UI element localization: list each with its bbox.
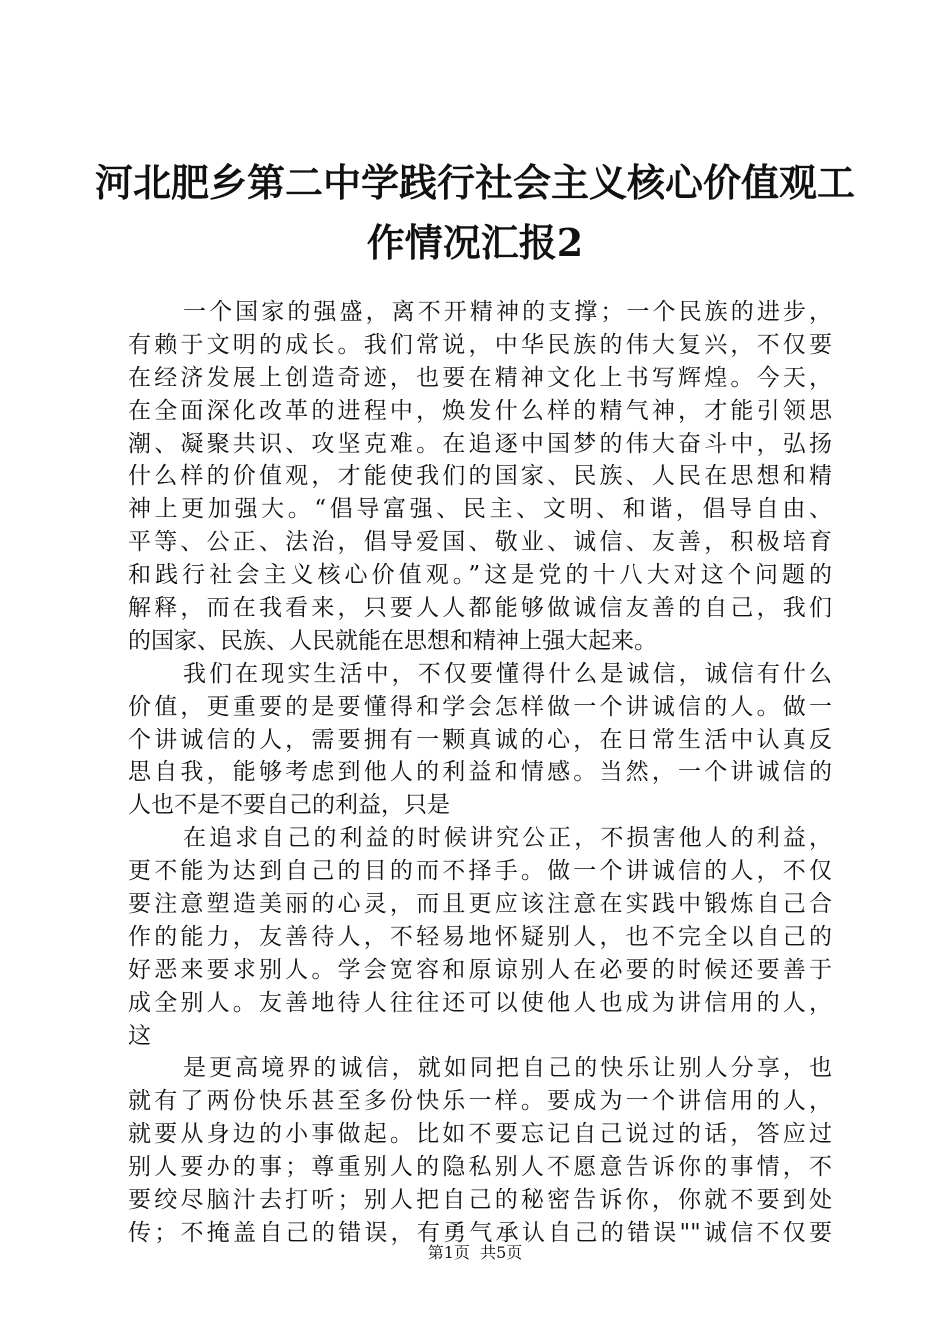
paragraph-2-line: 我们在现实生活中，不仅要懂得什么是诚信，诚信有什么 — [183, 660, 832, 687]
paragraph-2-line: 个讲诚信的人，需要拥有一颗真诚的心，在日常生活中认真反 — [128, 726, 832, 753]
paragraph-3-line: 作的能力，友善待人，不轻易地怀疑别人，也不完全以自己的 — [128, 923, 832, 950]
paragraph-1-line: 在经济发展上创造奇迹，也要在精神文化上书写辉煌。今天， — [128, 364, 832, 391]
document-body — [128, 296, 832, 1250]
paragraph-1-line: 有赖于文明的成长。我们常说，中华民族的伟大复兴，不仅要 — [128, 331, 832, 358]
paragraph-3-line: 要注意塑造美丽的心灵，而且更应该注意在实践中锻炼自己合 — [128, 891, 832, 918]
paragraph-1-line: 在全面深化改革的进程中，焕发什么样的精气神，才能引领思 — [128, 397, 832, 424]
paragraph-1-line: 和践行社会主义核心价值观。”这是党的十八大对这个问题的 — [128, 562, 832, 589]
paragraph-2-line: 价值，更重要的是要懂得和学会怎样做一个讲诚信的人。做一 — [128, 693, 832, 720]
paragraph-1-line: 神上更加强大。“倡导富强、民主、文明、和谐，倡导自由、 — [128, 496, 832, 523]
paragraph-3-line: 好恶来要求别人。学会宽容和原谅别人在必要的时候还要善于 — [128, 956, 832, 983]
paragraph-3-line: 成全别人。友善地待人往往还可以使他人也成为讲信用的人， — [128, 989, 832, 1016]
paragraph-3-line: 在追求自己的利益的时候讲究公正，不损害他人的利益， — [183, 825, 832, 852]
paragraph-4-line: 就要从身边的小事做起。比如不要忘记自己说过的话，答应过 — [128, 1121, 832, 1148]
paragraph-1-line: 平等、公正、法治，倡导爱国、敬业、诚信、友善，积极培育 — [128, 529, 832, 556]
paragraph-4-line: 别人要办的事；尊重别人的隐私别人不愿意告诉你的事情，不 — [128, 1154, 832, 1181]
paragraph-1-line: 什么样的价值观，才能使我们的国家、民族、人民在思想和精 — [128, 463, 832, 490]
paragraph-1-line: 解释，而在我看来，只要人人都能够做诚信友善的自己，我们 — [128, 595, 832, 622]
page-footer: 第1页 共5页 — [427, 1243, 523, 1262]
paragraph-3-line: 这 — [128, 1022, 151, 1049]
paragraph-1-line: 的国家、民族、人民就能在思想和精神上强大起来。 — [128, 627, 657, 654]
paragraph-2-line: 思自我，能够考虑到他人的利益和情感。当然，一个讲诚信的 — [128, 759, 832, 786]
paragraph-4-line: 就有了两份快乐甚至多份快乐一样。要成为一个讲信用的人， — [128, 1088, 832, 1115]
paragraph-4-line: 要绞尽脑汁去打听；别人把自己的秘密告诉你，你就不要到处 — [128, 1187, 832, 1214]
document-title-line-1: 河北肥乡第二中学践行社会主义核心价值观工 — [94, 160, 855, 205]
paragraph-1-line: 一个国家的强盛，离不开精神的支撑；一个民族的进步， — [183, 299, 832, 325]
paragraph-4-line: 是更高境界的诚信，就如同把自己的快乐让别人分享，也 — [183, 1055, 832, 1082]
document-title-line-2: 作情况汇报2 — [366, 220, 584, 265]
paragraph-1-line: 潮、凝聚共识、攻坚克难。在追逐中国梦的伟大奋斗中，弘扬 — [128, 430, 832, 457]
paragraph-2-line: 人也不是不要自己的利益，只是 — [128, 792, 450, 819]
paragraph-4-line: 传；不掩盖自己的错误，有勇气承认自己的错误""诚信不仅要 — [128, 1219, 832, 1246]
paragraph-3-line: 更不能为达到自己的目的而不择手。做一个讲诚信的人，不仅 — [128, 858, 832, 885]
